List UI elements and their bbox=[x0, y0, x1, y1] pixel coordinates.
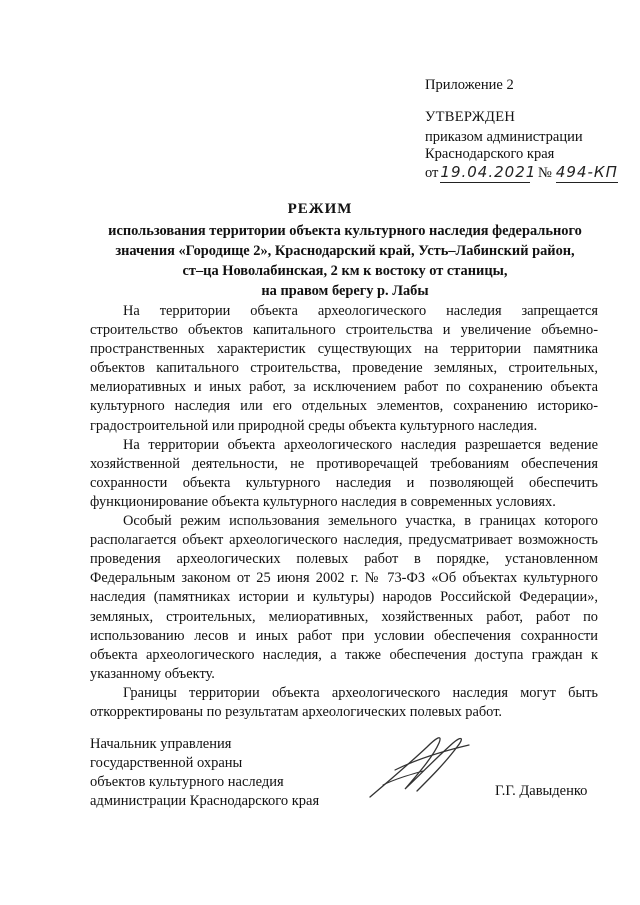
appendix-label: Приложение 2 bbox=[425, 77, 514, 93]
subtitle-line: на правом берегу р. Лабы bbox=[261, 283, 429, 299]
position-line: государственной охраны bbox=[90, 755, 243, 771]
approval-line: приказом администрации bbox=[425, 129, 583, 145]
paragraph-special-regime: Особый режим использования земельного участка, в границах которого располагается объект археологического наследия, предусматривает возможность проведения археологических полевых работ в порядке, установленном Федеральным законом от 25 июня 2002 г. № 73-ФЗ «Об объектах культурного наследия (памятниках истории и культуры) народов Российской Федерации», земляных, строительных, мелиоративных, хозяйственных работ, работ по использованию лесов и иных работ при условии обеспечения сохранности объекта археологического наследия, а также обеспечения доступа граждан к указанному объекту. bbox=[90, 513, 598, 682]
document-body bbox=[90, 302, 598, 722]
paragraph-prohibitions: На территории объекта археологического наследия запрещается строительство объектов капитального строительства и увеличение объемно-пространственных характеристик существующих на территории памятника объектов капитального строительства, проведение земляных, строительных, мелиоративных и иных работ, за исключением работ по сохранению объекта культурного наследия или его отдельных элементов, сохранению историко-градостроительной или природной среды объекта культурного наследия. bbox=[90, 303, 598, 434]
paragraph-permissions: На территории объекта археологического наследия разрешается ведение хозяйственной деятельности, не противоречащей требованиям обеспечения сохранности объекта культурного наследия и позволяющей обеспечить функционирование объекта культурного наследия в современных условиях. bbox=[90, 436, 598, 510]
handwritten-date: 19.04.2021 bbox=[440, 163, 537, 181]
signatory-position bbox=[90, 735, 319, 811]
subtitle-line: значения «Городище 2», Краснодарский край, Усть–Лабинский район, bbox=[115, 243, 575, 259]
document-title: РЕЖИМ bbox=[287, 201, 353, 217]
signatory-name: Г.Г. Давыденко bbox=[495, 783, 588, 799]
handwritten-signature bbox=[365, 725, 475, 805]
date-prefix: от bbox=[425, 165, 439, 181]
approval-date-line bbox=[425, 163, 618, 183]
position-line: Начальник управления bbox=[90, 736, 232, 752]
paragraph-boundaries: Границы территории объекта археологического наследия могут быть откорректированы по результатам археологических полевых работ. bbox=[90, 684, 598, 720]
subtitle-line: использования территории объекта культурного наследия федерального bbox=[108, 223, 582, 239]
approved-label: УТВЕРЖДЕН bbox=[425, 109, 516, 125]
approval-line: Краснодарского края bbox=[425, 146, 555, 162]
document-subtitle bbox=[80, 221, 610, 301]
subtitle-line: ст–ца Новолабинская, 2 км к востоку от станицы, bbox=[182, 263, 508, 279]
handwritten-number: 494-КП bbox=[555, 163, 618, 181]
number-prefix: № bbox=[538, 165, 552, 181]
position-line: администрации Краснодарского края bbox=[90, 793, 320, 809]
position-line: объектов культурного наследия bbox=[90, 774, 284, 790]
